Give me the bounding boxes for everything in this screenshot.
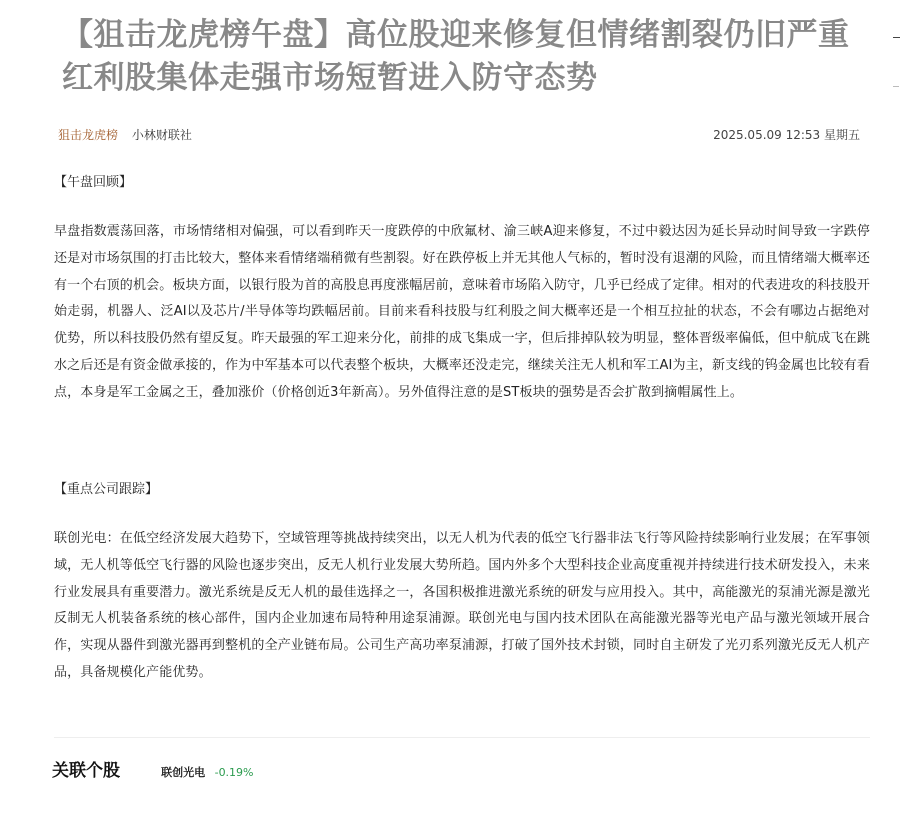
- section-heading-company: 【重点公司跟踪】: [54, 482, 159, 497]
- edge-dot: [893, 86, 899, 87]
- divider: [54, 737, 870, 738]
- edge-dash: [893, 37, 900, 38]
- publish-datetime: 2025.05.09 12:53 星期五: [713, 128, 860, 142]
- article-meta: [58, 126, 862, 144]
- related-stocks: [52, 757, 254, 785]
- section-paragraph-review: 早盘指数震荡回落，市场情绪相对偏强，可以看到昨天一度跌停的中欣氟材、渝三峡A迎来修复，不过中毅达因为延长异动时间导致一字跌停还是对市场氛围的打击比较大，整体来看情绪端稍微有些割裂。好在跌停板上并无其他人气标的，暂时没有退潮的风险，而且情绪端大概率还有一个右顶的机会。板块方面，以银行股为首的高股息再度涨幅居前，意味着市场陷入防守，几乎已经成了定律。相对的代表进攻的科技股开始走弱，机器人、泛AI以及芯片/半导体等均跌幅居前。目前来看科技股与红利股之间大概率还是一个相互拉扯的状态，不会有哪边占据绝对优势，所以科技股仍然有望反复。昨天最强的军工迎来分化，前排的成飞集成一字，但后排掉队较为明显，整体晋级率偏低，但中航成飞在跳水之后还是有资金做承接的，作为中军基本可以代表整个板块，大概率还没走完，继续关注无人机和军工AI为主，新支线的钨金属也比较有看点，本身是军工金属之王，叠加涨价（价格创近3年新高）。另外值得注意的是ST板块的强势是否会扩散到摘帽属性上。: [54, 224, 870, 400]
- related-stocks-title: 关联个股: [52, 761, 120, 781]
- article-title: 【狙击龙虎榜午盘】高位股迎来修复但情绪割裂仍旧严重 红利股集体走强市场短暂进入防守态势: [62, 17, 850, 96]
- section-heading-review: 【午盘回顾】: [54, 175, 133, 190]
- stock-item[interactable]: [161, 766, 253, 779]
- author-name[interactable]: 小林财联社: [131, 128, 192, 142]
- scrollbar-edge: [893, 26, 900, 96]
- section-paragraph-company: 联创光电：在低空经济发展大趋势下，空域管理等挑战持续突出，以无人机为代表的低空飞行器非法飞行等风险持续影响行业发展；在军事领域，无人机等低空飞行器的风险也逐步突出，反无人机行业发展大势所趋。国内外多个大型科技企业高度重视并持续进行技术研发投入，未来行业发展具有重要潜力。激光系统是反无人机的最佳选择之一，各国积极推进激光系统的研发与应用投入。其中，高能激光的泵浦光源是激光反制无人机装备系统的核心部件，国内企业加速布局特种用途泵浦源。联创光电与国内技术团队在高能激光器等光电产品与激光领域开展合作，实现从器件到激光器再到整机的全产业链布局。公司生产高功率泵浦源，打破了国外技术封锁，同时自主研发了光刃系列激光反无人机产品，具备规模化产能优势。: [54, 531, 870, 680]
- stock-name: 联创光电: [161, 766, 206, 779]
- column-tag[interactable]: 狙击龙虎榜: [58, 128, 119, 142]
- stock-change: -0.19%: [214, 766, 254, 779]
